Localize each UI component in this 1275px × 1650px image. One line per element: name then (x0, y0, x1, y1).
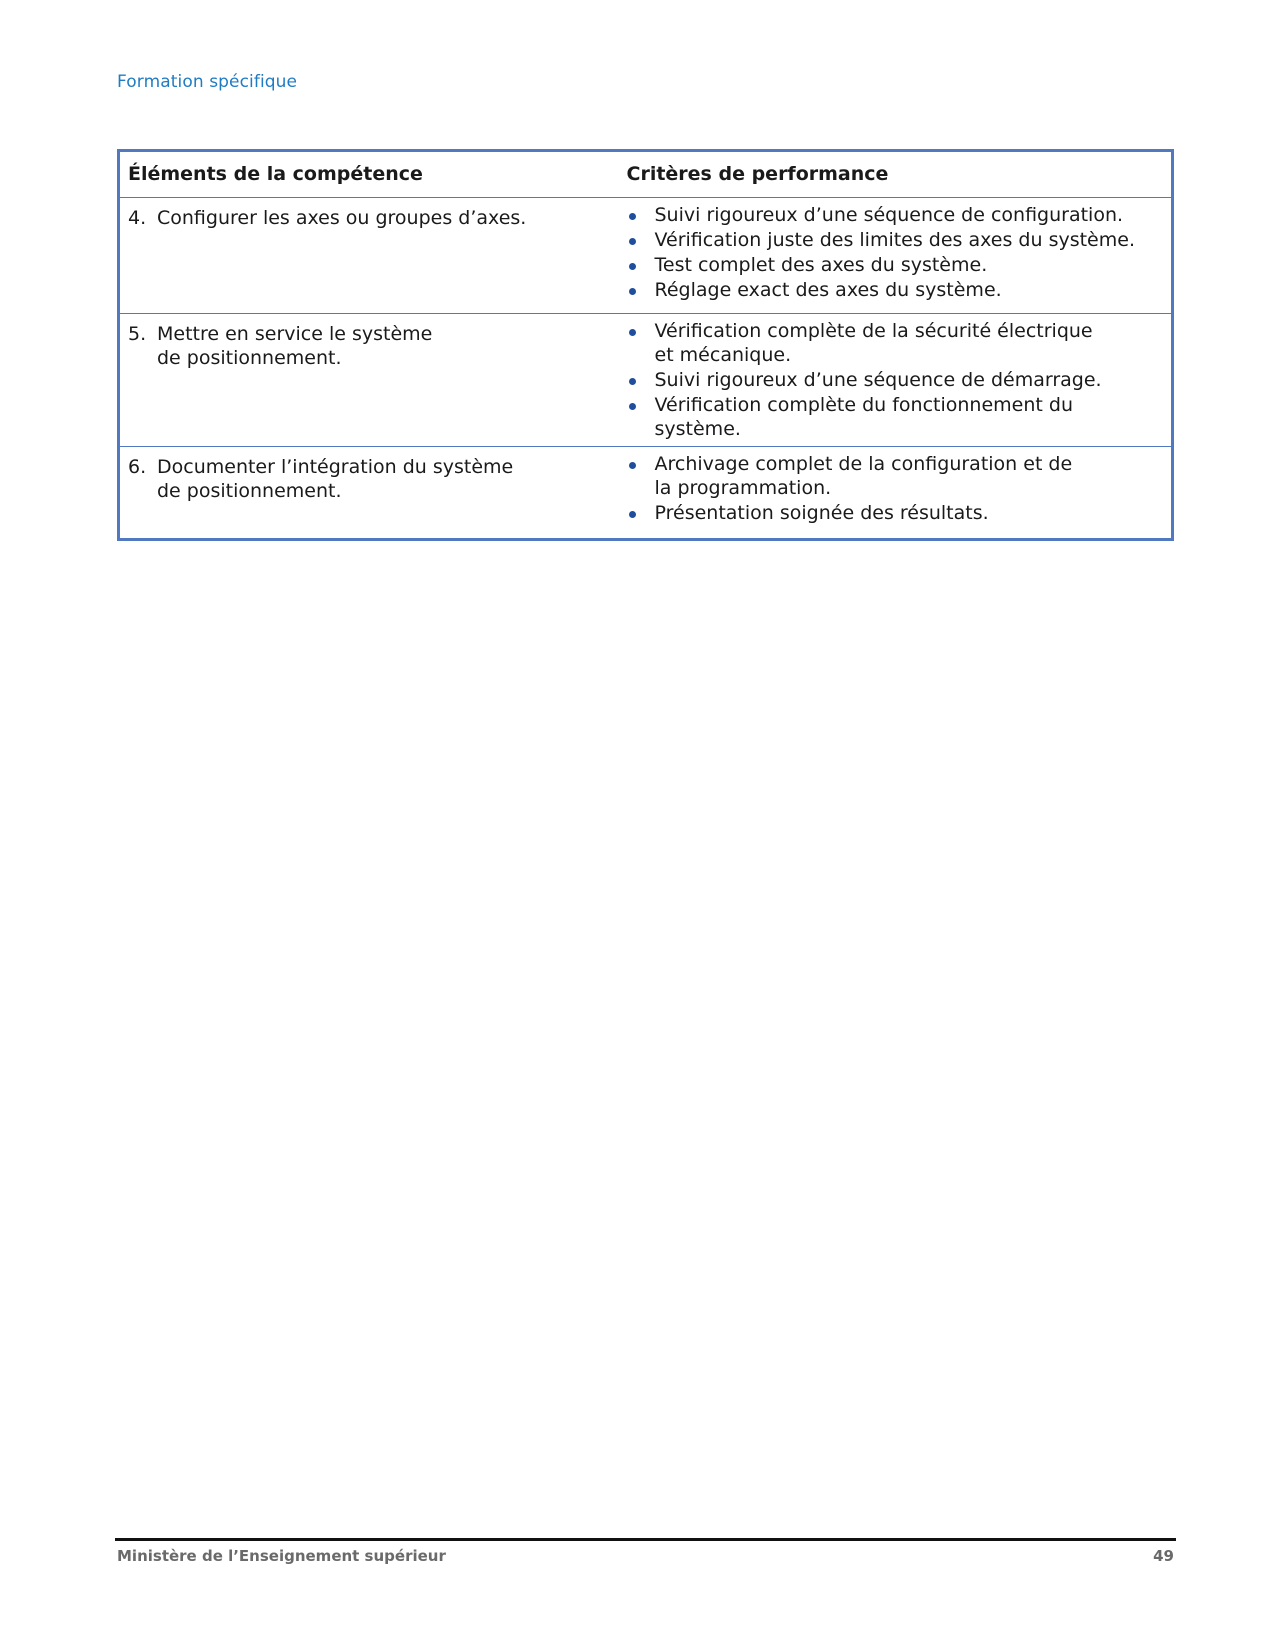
column-header-elements: Éléments de la compétence (119, 151, 619, 198)
criterion-item (627, 278, 1164, 302)
criteria-cell (619, 314, 1173, 447)
element-number: 5. (128, 323, 147, 345)
element-text: Documenter l’intégration du système de positionnement. (157, 456, 514, 502)
criterion-item (627, 452, 1164, 500)
criterion-text: Vérification complète de la sécurité électrique et mécanique. (654, 320, 1093, 366)
bullet-icon (627, 393, 655, 441)
bullet-icon (627, 278, 655, 302)
criterion-item (627, 319, 1164, 367)
criterion-item (627, 368, 1164, 392)
footer-publisher: Ministère de l’Enseignement supérieur (117, 1547, 446, 1565)
criterion-text: Suivi rigoureux d’une séquence de démarrage. (654, 369, 1102, 391)
running-header: Formation spécifique (117, 72, 298, 92)
column-header-criteria: Critères de performance (619, 151, 1173, 198)
table-row (119, 447, 1173, 540)
footer-rule (115, 1538, 1176, 1541)
criterion-text: Présentation soignée des résultats. (654, 502, 989, 524)
criterion-item (627, 501, 1164, 525)
criterion-item (627, 228, 1164, 252)
criterion-text: Suivi rigoureux d’une séquence de configuration. (654, 204, 1124, 226)
criterion-text: Vérification juste des limites des axes du système. (654, 229, 1135, 251)
criteria-list (627, 452, 1164, 525)
criterion-text: Test complet des axes du système. (654, 254, 988, 276)
bullet-icon (627, 319, 655, 367)
criterion-item (627, 393, 1164, 441)
bullet-icon (627, 501, 655, 525)
criteria-list (627, 203, 1164, 302)
criterion-item (627, 253, 1164, 277)
element-text: Configurer les axes ou groupes d’axes. (157, 207, 527, 229)
criteria-cell (619, 198, 1173, 314)
element-number: 4. (128, 207, 147, 229)
table-row (119, 198, 1173, 314)
bullet-icon (627, 203, 655, 227)
criterion-text: Réglage exact des axes du système. (654, 279, 1002, 301)
bullet-icon (627, 452, 655, 500)
element-cell (119, 314, 619, 447)
bullet-icon (627, 368, 655, 392)
criterion-item (627, 203, 1164, 227)
element-cell (119, 198, 619, 314)
element-number: 6. (128, 456, 147, 478)
bullet-icon (627, 253, 655, 277)
criterion-text: Vérification complète du fonctionnement du système. (654, 394, 1073, 440)
table-row (119, 314, 1173, 447)
page-number: 49 (1153, 1547, 1174, 1565)
bullet-icon (627, 228, 655, 252)
criterion-text: Archivage complet de la configuration et de la programmation. (654, 453, 1073, 499)
criteria-list (627, 319, 1164, 441)
criteria-cell (619, 447, 1173, 540)
element-cell (119, 447, 619, 540)
element-text: Mettre en service le système de positionnement. (157, 323, 433, 369)
competency-table (117, 149, 1174, 541)
